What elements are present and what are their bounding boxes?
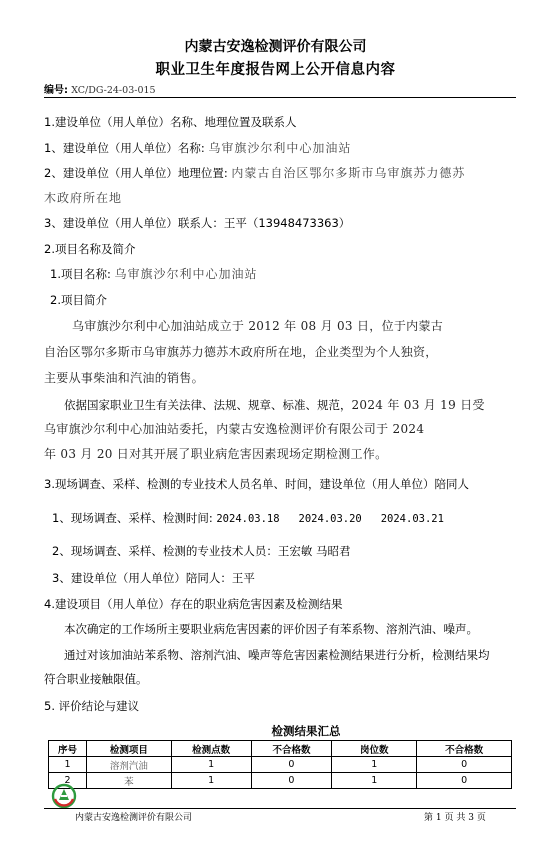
table-cell: 1 [49,757,87,773]
table-cell: 0 [251,773,332,789]
page-mid: 页 共 [444,813,466,823]
col-header-posts: 岗位数 [332,741,417,757]
table-cell: 1 [171,757,251,773]
col-header-points: 检测点数 [171,741,251,757]
intro-para2-line3: 年 03 月 20 日对其开展了职业病危害因素现场定期检测工作。 [44,447,388,461]
table-cell: 苯 [86,773,171,789]
company-title: 内蒙古安逸检测评价有限公司 [184,39,367,55]
results-table-header-row [49,741,512,757]
intro-para2-line2: 乌审旗沙尔利中心加油站委托，内蒙古安逸检测评价有限公司于 2024 [44,422,425,436]
unit-location-value: 内蒙古自治区鄂尔多斯市乌审旗苏力德苏 [231,166,466,180]
page-title: 职业卫生年度报告网上公开信息内容 [155,62,396,78]
intro-para1-line2: 自治区鄂尔多斯市乌审旗苏力德苏木政府所在地，企业类型为个人独资， [44,345,438,359]
survey-time-value: 2024.03.18 2024.03.20 2024.03.21 [216,513,444,525]
unit-contact-line: 3、建设单位（用人单位）联系人：王平（13948473363） [44,216,351,230]
col-header-unqualified-points: 不合格数 [251,741,332,757]
section4-heading: 4.建设项目（用人单位）存在的职业病危害因素及检测结果 [44,597,343,611]
table-cell: 1 [332,757,417,773]
intro-para2-line1 [64,394,485,413]
footer-page-number [424,810,486,823]
table-cell: 0 [251,757,332,773]
unit-name-value: 乌审旗沙尔利中心加油站 [208,141,352,155]
doc-number-value: XC/DG-24-03-015 [71,85,156,96]
company-logo-icon [51,783,77,809]
survey-time-label: 1、现场调查、采样、检测时间: [52,511,213,525]
header-rule [44,97,516,98]
doc-number [44,81,156,96]
unit-location-label: 2、建设单位（用人单位）地理位置: [44,166,228,180]
col-header-index: 序号 [49,741,87,757]
hazard-para2-line2: 符合职业接触限值。 [44,672,148,686]
intro-para2-line1-b: 2024 年 03 月 19 日受 [351,398,485,412]
table-cell: 0 [417,773,512,789]
section3-heading: 3.现场调查、采样、检测的专业技术人员名单、时间，建设单位（用人单位）陪同人 [44,477,469,491]
survey-staff-line: 2、现场调查、采样、检测的专业技术人员：王宏敏 马昭君 [52,544,351,558]
table-cell: 溶剂汽油 [86,757,171,773]
page-total: 3 [468,813,474,823]
results-table [48,740,512,789]
doc-number-label: 编号: [44,85,68,96]
footer-rule [44,808,516,809]
footer-company: 内蒙古安逸检测评价有限公司 [75,813,193,823]
unit-name-line [44,139,351,156]
survey-time-line [52,510,444,526]
table-cell: 2 [49,773,87,789]
table-row [49,773,512,789]
table-cell: 0 [417,757,512,773]
table-row [49,757,512,773]
page-prefix: 第 [424,813,434,823]
section1-heading: 1.建设单位（用人单位）名称、地理位置及联系人 [44,115,297,129]
intro-para2-line1-a: 依据国家职业卫生有关法律、法规、规章、标准、规范， [64,398,352,412]
unit-location-value-cont: 木政府所在地 [44,191,123,205]
project-name-line [50,265,258,282]
unit-name-label: 1、建设单位（用人单位）名称: [44,141,205,155]
hazard-para1: 本次确定的工作场所主要职业病危害因素的评价因子有苯系物、溶剂汽油、噪声。 [64,622,478,636]
project-intro-label: 2.项目简介 [50,293,107,307]
col-header-item: 检测项目 [86,741,171,757]
hazard-para2-line1: 通过对该加油站苯系物、溶剂汽油、噪声等危害因素检测结果进行分析，检测结果均 [64,648,490,662]
unit-location-line [44,164,465,181]
table-cell: 1 [332,773,417,789]
page-suffix: 页 [476,813,486,823]
survey-escort-line: 3、建设单位（用人单位）陪同人：王平 [52,571,255,585]
intro-para1-line1: 乌审旗沙尔利中心加油站成立于 2012 年 08 月 03 日，位于内蒙古 [72,319,444,333]
project-name-label: 1.项目名称: [50,267,111,281]
page-current: 1 [435,813,442,823]
project-name-value: 乌审旗沙尔利中心加油站 [114,267,258,281]
section5-heading: 5. 评价结论与建议 [44,699,140,713]
col-header-unqualified-posts: 不合格数 [417,741,512,757]
intro-para1-line3: 主要从事柴油和汽油的销售。 [44,371,204,385]
section2-heading: 2.项目名称及简介 [44,242,136,256]
table-cell: 1 [171,773,251,789]
results-table-title: 检测结果汇总 [271,724,341,738]
